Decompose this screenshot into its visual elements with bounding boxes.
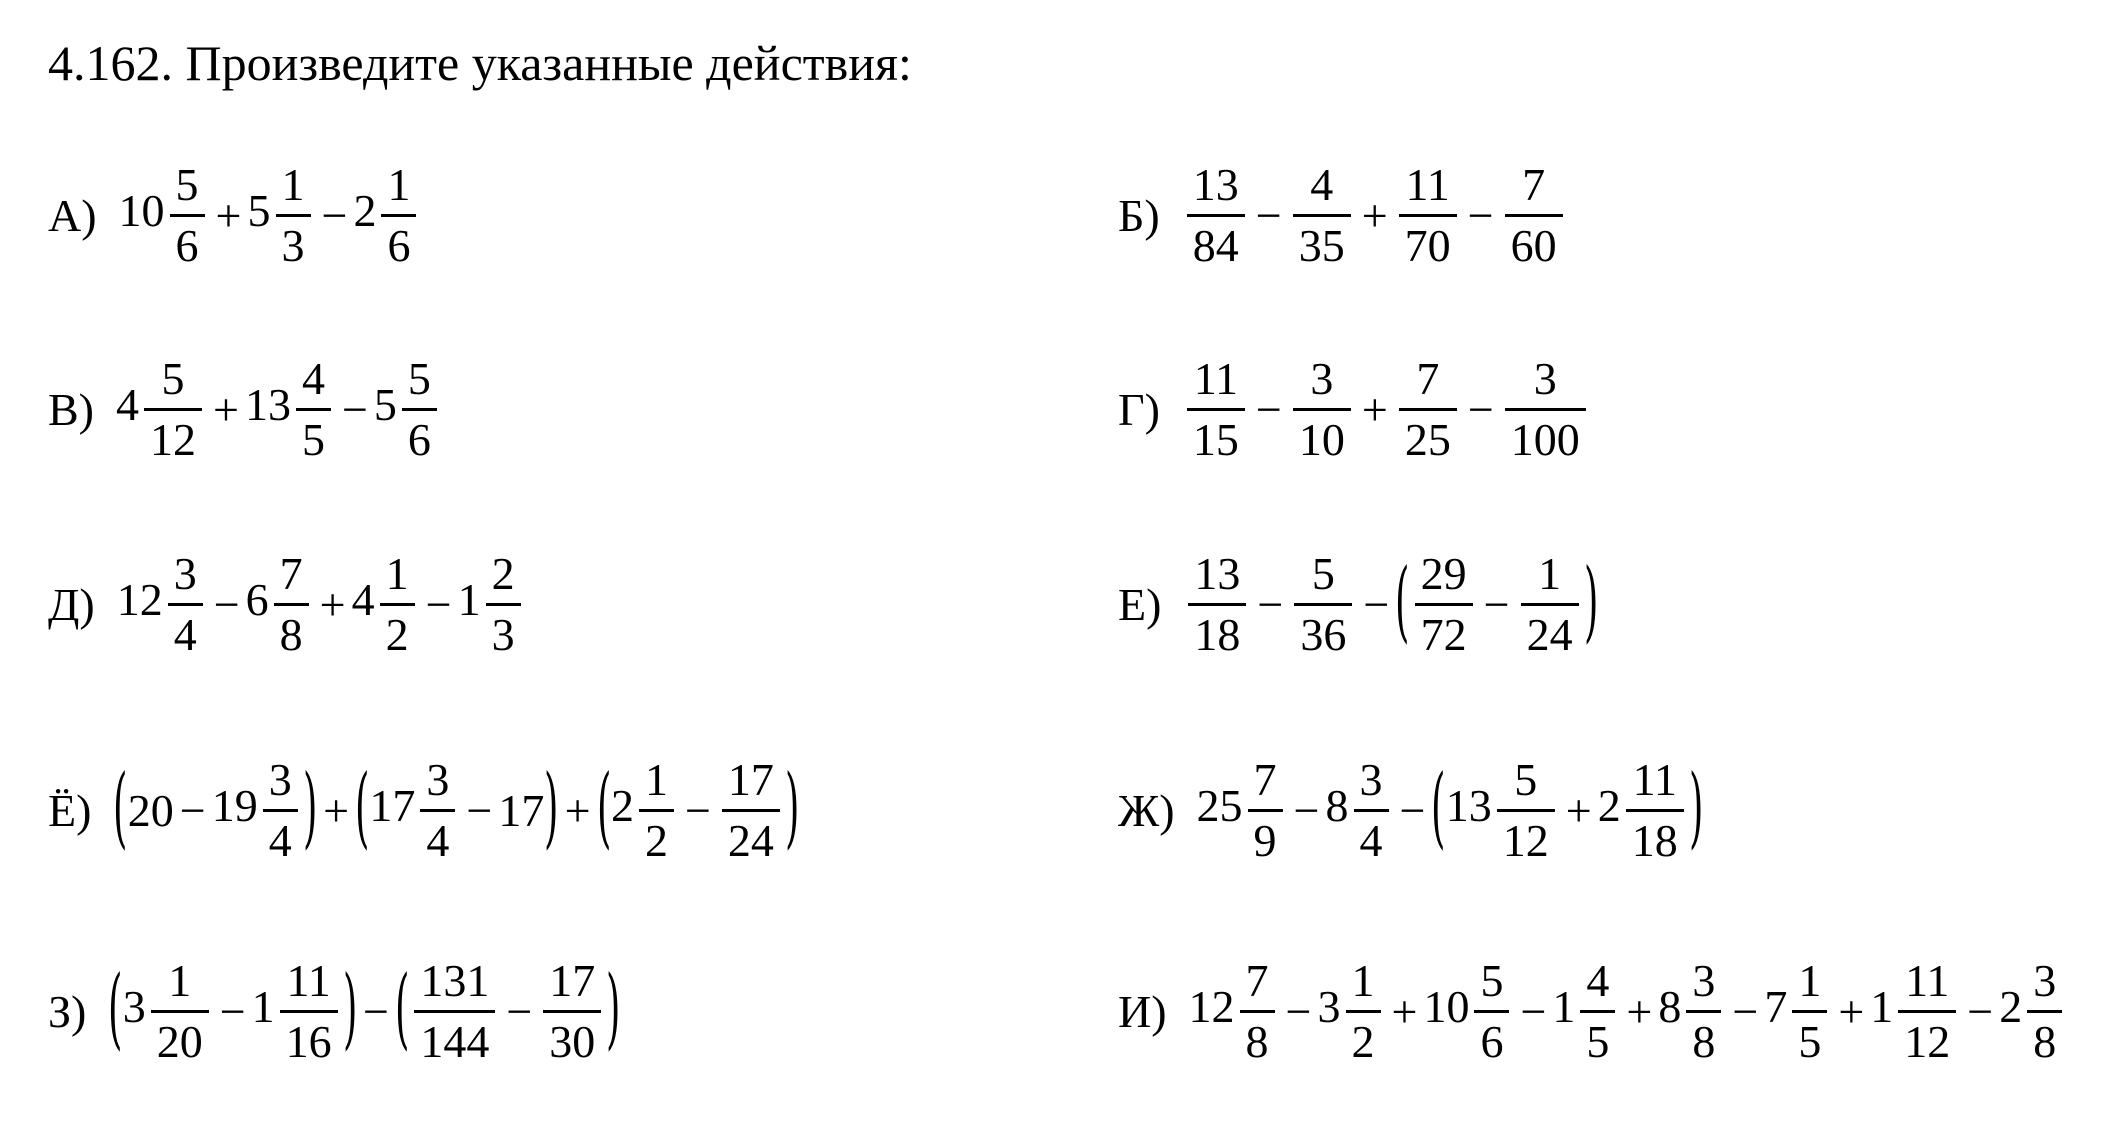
numerator: 5 (1514, 754, 1538, 805)
operator: − (363, 985, 389, 1037)
numerator: 5 (407, 353, 431, 404)
fraction (1293, 353, 1351, 465)
denominator: 16 (280, 1010, 338, 1065)
problem-d (48, 548, 526, 660)
operator: − (1483, 578, 1510, 630)
denominator: 2 (639, 809, 674, 864)
integer: 20 (127, 784, 174, 836)
problem-label: Е) (1118, 578, 1162, 630)
operator: − (506, 985, 533, 1037)
denominator: 2 (1346, 1010, 1381, 1065)
numerator: 3 (2033, 955, 2057, 1006)
numerator: 7 (1245, 955, 1269, 1006)
mixed-number (1196, 754, 1288, 866)
whole-part: 13 (1445, 780, 1492, 832)
whole-part: 5 (247, 185, 271, 237)
denominator: 8 (274, 603, 309, 658)
operator: − (425, 578, 452, 630)
left-paren: ( (1431, 754, 1446, 858)
problem-e (1118, 548, 1599, 660)
denominator: 60 (1505, 214, 1563, 269)
mixed-number (1999, 955, 2067, 1067)
mixed-number (122, 955, 214, 1067)
operator: − (213, 578, 240, 630)
mixed-number (116, 353, 207, 465)
fraction (380, 548, 415, 660)
fraction (144, 353, 202, 465)
numerator: 1 (281, 159, 305, 210)
numerator: 1 (1538, 548, 1562, 599)
operator: − (1257, 578, 1284, 630)
numerator: 11 (1193, 353, 1239, 404)
operator: + (1361, 383, 1388, 435)
numerator: 3 (268, 754, 292, 805)
problem-g (1118, 353, 1591, 465)
operator: + (215, 189, 242, 241)
whole-part: 1 (457, 574, 481, 626)
fraction (1354, 754, 1389, 866)
numerator: 5 (161, 353, 185, 404)
denominator: 3 (486, 603, 521, 658)
numerator: 3 (173, 548, 197, 599)
denominator: 15 (1187, 408, 1245, 463)
numerator: 3 (1533, 353, 1557, 404)
mixed-number (116, 548, 208, 660)
denominator: 5 (296, 408, 331, 463)
denominator: 8 (1686, 1010, 1721, 1065)
denominator: 30 (543, 1010, 601, 1065)
numerator: 1 (1351, 955, 1375, 1006)
problem-z (48, 955, 621, 1067)
fraction (543, 955, 601, 1067)
whole-part: 7 (1764, 981, 1788, 1033)
fraction (1248, 754, 1283, 866)
problem-expression (1183, 548, 1599, 660)
parenthesized-group (108, 955, 358, 1067)
numerator: 11 (1905, 955, 1950, 1006)
denominator: 12 (1497, 809, 1555, 864)
denominator: 9 (1248, 809, 1283, 864)
right-paren: ) (1688, 754, 1704, 858)
mixed-number (369, 754, 460, 866)
fraction (296, 353, 331, 465)
parenthesized-group (596, 754, 800, 866)
denominator: 6 (170, 214, 205, 269)
whole-part: 6 (245, 574, 269, 626)
mixed-number (1325, 754, 1394, 866)
denominator: 3 (276, 214, 311, 269)
fraction (1505, 159, 1563, 271)
operator: + (213, 383, 239, 435)
operator: + (1361, 189, 1388, 241)
fraction (381, 159, 416, 271)
numerator: 1 (644, 754, 668, 805)
denominator: 2 (380, 603, 415, 658)
operator: − (1732, 985, 1759, 1037)
problem-a (48, 159, 421, 271)
problem-zh (1118, 754, 1704, 866)
operator: + (323, 784, 350, 836)
fraction (486, 548, 521, 660)
numerator: 3 (426, 754, 450, 805)
denominator: 70 (1399, 214, 1457, 269)
right-paren: ) (784, 754, 800, 858)
operator: − (466, 784, 493, 836)
integer: 17 (498, 784, 545, 836)
fraction (2027, 955, 2062, 1067)
whole-part: 1 (251, 981, 275, 1033)
operator: − (341, 383, 368, 435)
operator: − (1255, 189, 1282, 241)
left-paren: ( (354, 754, 370, 858)
problem-expression (1196, 754, 1704, 866)
whole-part: 25 (1196, 780, 1243, 832)
problem-label: Д) (48, 578, 95, 630)
operator: − (1467, 189, 1494, 241)
numerator: 5 (1480, 955, 1504, 1006)
whole-part: 17 (369, 780, 416, 832)
numerator: 17 (727, 754, 774, 805)
fraction (1399, 159, 1457, 271)
exercise-title: 4.162. Произведите указанные действия: (48, 35, 912, 91)
whole-part: 10 (1423, 981, 1470, 1033)
mixed-number (1597, 754, 1689, 866)
mixed-number (1317, 955, 1386, 1067)
fraction (1521, 548, 1579, 660)
problem-expression (113, 754, 800, 866)
whole-part: 3 (122, 981, 146, 1033)
numerator: 7 (279, 548, 303, 599)
fraction (151, 955, 209, 1067)
numerator: 1 (168, 955, 192, 1006)
numerator: 7 (1416, 353, 1440, 404)
whole-part: 4 (116, 379, 139, 431)
problem-expression (1188, 955, 2068, 1067)
left-paren: ( (1395, 548, 1410, 652)
fraction (420, 754, 455, 866)
problem-label: Г) (1118, 383, 1160, 435)
fraction (1187, 159, 1245, 271)
denominator: 6 (402, 408, 437, 463)
fraction (1686, 955, 1721, 1067)
denominator: 144 (414, 1010, 495, 1065)
problem-label: З) (48, 985, 87, 1037)
denominator: 4 (168, 603, 203, 658)
denominator: 18 (1626, 809, 1684, 864)
operator: − (684, 784, 711, 836)
mixed-number (1188, 955, 1280, 1067)
fraction (639, 754, 674, 866)
problem-label: В) (48, 383, 94, 435)
operator: + (1391, 985, 1418, 1037)
denominator: 24 (722, 809, 780, 864)
mixed-number (1423, 955, 1514, 1067)
parenthesized-group (1431, 754, 1704, 866)
numerator: 3 (1359, 754, 1383, 805)
numerator: 4 (301, 353, 325, 404)
whole-part: 2 (353, 185, 377, 237)
operator: − (1293, 784, 1320, 836)
problem-b (1118, 159, 1568, 271)
fraction (1346, 955, 1381, 1067)
problem-label: Ж) (1118, 784, 1175, 836)
fraction (1505, 353, 1586, 465)
mixed-number (1870, 955, 1961, 1067)
numerator: 5 (175, 159, 199, 210)
numerator: 13 (1192, 159, 1239, 210)
fraction (1580, 955, 1615, 1067)
numerator: 17 (549, 955, 596, 1006)
right-paren: ) (302, 754, 318, 858)
operator: − (1399, 784, 1426, 836)
whole-part: 3 (1317, 981, 1341, 1033)
numerator: 13 (1194, 548, 1241, 599)
mixed-number (351, 548, 420, 660)
left-paren: ( (596, 754, 611, 858)
fraction (263, 754, 298, 866)
whole-part: 1 (1870, 981, 1894, 1033)
operator: − (219, 985, 246, 1037)
fraction (414, 955, 495, 1067)
problem-yo (48, 754, 800, 866)
numerator: 11 (1632, 754, 1677, 805)
fraction (1294, 548, 1352, 660)
mixed-number (457, 548, 526, 660)
denominator: 6 (1474, 1010, 1509, 1065)
problem-expression (108, 955, 621, 1067)
mixed-number (610, 754, 679, 866)
operator: + (1838, 985, 1865, 1037)
whole-part: 2 (1999, 981, 2023, 1033)
whole-part: 8 (1325, 780, 1349, 832)
problem-expression (1182, 353, 1591, 465)
numerator: 1 (1798, 955, 1822, 1006)
denominator: 6 (381, 214, 416, 269)
numerator: 7 (1253, 754, 1277, 805)
fraction (1399, 353, 1457, 465)
numerator: 1 (385, 548, 409, 599)
denominator: 8 (2027, 1010, 2062, 1065)
operator: + (564, 784, 591, 836)
mixed-number (1658, 955, 1726, 1067)
numerator: 1 (387, 159, 411, 210)
right-paren: ) (544, 754, 559, 858)
fraction (402, 353, 437, 465)
mixed-number (211, 754, 303, 866)
right-paren: ) (606, 955, 621, 1059)
denominator: 25 (1399, 408, 1457, 463)
numerator: 29 (1420, 548, 1467, 599)
fraction (280, 955, 338, 1067)
parenthesized-group (1395, 548, 1599, 660)
left-paren: ( (113, 754, 128, 858)
denominator: 84 (1187, 214, 1245, 269)
numerator: 4 (1586, 955, 1610, 1006)
left-paren: ( (394, 955, 410, 1059)
mixed-number (247, 159, 316, 271)
problem-label: Б) (1118, 189, 1160, 241)
denominator: 10 (1293, 408, 1351, 463)
denominator: 24 (1521, 603, 1579, 658)
problem-i (1118, 955, 2067, 1067)
numerator: 4 (1310, 159, 1334, 210)
operator: − (1467, 383, 1494, 435)
mixed-number (245, 548, 314, 660)
denominator: 12 (144, 408, 202, 463)
whole-part: 12 (1188, 981, 1235, 1033)
operator: − (1520, 985, 1547, 1037)
mixed-number (1764, 955, 1832, 1067)
fraction (274, 548, 309, 660)
mixed-number (244, 353, 336, 465)
fraction (1626, 754, 1684, 866)
numerator: 5 (1311, 548, 1335, 599)
denominator: 8 (1240, 1010, 1275, 1065)
problem-label: А) (48, 189, 97, 241)
operator: − (1285, 985, 1312, 1037)
parenthesized-group (113, 754, 318, 866)
numerator: 2 (491, 548, 515, 599)
problem-expression (116, 548, 526, 660)
whole-part: 8 (1658, 981, 1682, 1033)
denominator: 35 (1293, 214, 1351, 269)
numerator: 3 (1692, 955, 1716, 1006)
fraction (1898, 955, 1956, 1067)
numerator: 11 (1405, 159, 1450, 210)
whole-part: 13 (244, 379, 291, 431)
denominator: 36 (1294, 603, 1352, 658)
operator: + (319, 578, 346, 630)
operator: + (1565, 784, 1592, 836)
fraction (1497, 754, 1555, 866)
problem-label: Ё) (48, 784, 92, 836)
fraction (1188, 548, 1246, 660)
operator: − (1255, 383, 1282, 435)
denominator: 5 (1580, 1010, 1615, 1065)
mixed-number (1445, 754, 1560, 866)
fraction (1187, 353, 1245, 465)
denominator: 18 (1188, 603, 1246, 658)
denominator: 5 (1792, 1010, 1827, 1065)
operator: − (321, 189, 348, 241)
left-paren: ( (108, 955, 123, 1059)
denominator: 4 (263, 809, 298, 864)
numerator: 3 (1310, 353, 1334, 404)
fraction (1792, 955, 1827, 1067)
denominator: 20 (151, 1010, 209, 1065)
whole-part: 10 (118, 185, 165, 237)
parenthesized-group (354, 754, 559, 866)
operator: − (1967, 985, 1994, 1037)
whole-part: 4 (351, 574, 375, 626)
fraction (1293, 159, 1351, 271)
fraction (276, 159, 311, 271)
fraction (170, 159, 205, 271)
denominator: 4 (1354, 809, 1389, 864)
operator: − (179, 784, 206, 836)
denominator: 100 (1505, 408, 1586, 463)
denominator: 12 (1898, 1010, 1956, 1065)
right-paren: ) (1583, 548, 1599, 652)
fraction (722, 754, 780, 866)
fraction (1415, 548, 1473, 660)
right-paren: ) (342, 955, 358, 1059)
problem-v (48, 353, 442, 465)
whole-part: 1 (1552, 981, 1576, 1033)
mixed-number (118, 159, 210, 271)
numerator: 11 (286, 955, 331, 1006)
operator: + (1626, 985, 1653, 1037)
numerator: 131 (420, 955, 490, 1006)
whole-part: 2 (610, 780, 634, 832)
denominator: 72 (1415, 603, 1473, 658)
whole-part: 2 (1597, 780, 1621, 832)
problem-expression (118, 159, 422, 271)
mixed-number (353, 159, 421, 271)
numerator: 7 (1522, 159, 1546, 210)
problem-label: И) (1118, 985, 1167, 1037)
parenthesized-group (394, 955, 621, 1067)
problem-expression (116, 353, 442, 465)
mixed-number (373, 353, 442, 465)
mixed-number (251, 955, 343, 1067)
fraction (168, 548, 203, 660)
whole-part: 19 (211, 780, 258, 832)
whole-part: 5 (373, 379, 397, 431)
denominator: 4 (420, 809, 455, 864)
operator: − (1363, 578, 1390, 630)
problem-expression (1182, 159, 1568, 271)
mixed-number (1552, 955, 1620, 1067)
whole-part: 12 (116, 574, 163, 626)
fraction (1474, 955, 1509, 1067)
fraction (1240, 955, 1275, 1067)
